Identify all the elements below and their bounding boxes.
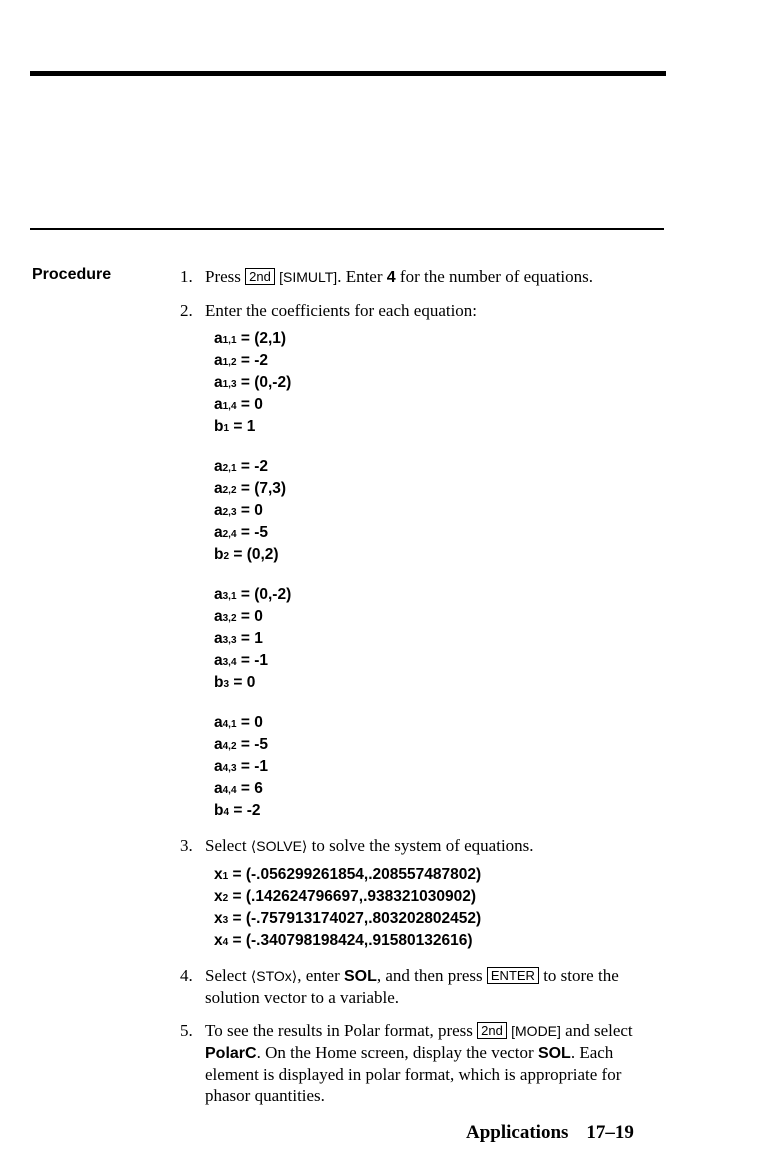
constant-line: b3 = 0 bbox=[214, 674, 256, 691]
equation-group-1 bbox=[214, 329, 660, 439]
constant-line: b4 = -2 bbox=[214, 802, 261, 819]
constant-line: b2 = (0,2) bbox=[214, 546, 279, 563]
equation-group-4 bbox=[214, 713, 660, 823]
coefficient-line: a3,4 = -1 bbox=[214, 652, 268, 669]
step-number: 2. bbox=[180, 301, 193, 320]
coefficient-line: a2,3 = 0 bbox=[214, 502, 263, 519]
bold-value: 4 bbox=[386, 269, 396, 286]
coefficient-line: a1,1 = (2,1) bbox=[214, 330, 287, 347]
solution-line: x2 = (.142624796697,.938321030902) bbox=[214, 888, 476, 905]
equation-group-2 bbox=[214, 457, 660, 567]
step-number: 3. bbox=[180, 836, 193, 855]
step-1: 1. Press 2nd [SIMULT]. Enter 4 for the number of equations. bbox=[180, 267, 594, 286]
header-rule-thick bbox=[30, 71, 666, 76]
bold-value: SOL bbox=[343, 968, 377, 985]
page-footer bbox=[466, 1122, 634, 1144]
menu-stox: ⟨STOx⟩ bbox=[250, 968, 298, 984]
key-2nd: 2nd bbox=[477, 1022, 507, 1039]
coefficient-line: a4,2 = -5 bbox=[214, 736, 268, 753]
coefficient-line: a3,1 = (0,-2) bbox=[214, 586, 292, 603]
coefficient-line: a1,3 = (0,-2) bbox=[214, 374, 292, 391]
solution-list bbox=[205, 865, 660, 953]
coefficient-line: a2,1 = -2 bbox=[214, 458, 268, 475]
solution-line: x3 = (-.757913174027,.803202802452) bbox=[214, 910, 482, 927]
section-heading: Procedure bbox=[32, 266, 112, 283]
coefficient-line: a4,1 = 0 bbox=[214, 714, 263, 731]
coefficient-line: a1,2 = -2 bbox=[214, 352, 268, 369]
coefficient-line: a3,2 = 0 bbox=[214, 608, 263, 625]
key-enter: ENTER bbox=[487, 967, 539, 984]
coefficient-line: a4,3 = -1 bbox=[214, 758, 268, 775]
header-rule-thin bbox=[30, 228, 664, 230]
key-2nd: 2nd bbox=[245, 268, 275, 285]
menu-mode: [MODE] bbox=[511, 1023, 561, 1039]
coefficient-line: a3,3 = 1 bbox=[214, 630, 263, 647]
step-number: 1. bbox=[180, 267, 193, 286]
step-number: 4. bbox=[180, 966, 193, 985]
step-5: 5. To see the results in Polar format, press 2nd [MODE] and select PolarC. On the Home screen, display the vector SOL. Each element is displayed in polar format, which is appropriate for phasor quantities. bbox=[180, 1021, 633, 1105]
coefficient-line: a4,4 = 6 bbox=[214, 780, 263, 797]
bold-value: PolarC bbox=[205, 1045, 257, 1062]
step-2 bbox=[180, 300, 660, 823]
solution-line: x1 = (-.056299261854,.208557487802) bbox=[214, 866, 482, 883]
step-3: 3. Select ⟨SOLVE⟩ to solve the system of equations. x1 = (-.056299261854,.208557487802) x2 = (.142624796697,.938321030902) x3 = (-.757913174027,.803202802452) x4 = (-.340798198424,.91580132616) bbox=[180, 835, 660, 953]
solution-line: x4 = (-.340798198424,.91580132616) bbox=[214, 932, 473, 949]
step-4: 4. Select ⟨STOx⟩, enter SOL, and then press ENTER to store the solution vector to a variable. bbox=[180, 966, 619, 1007]
coefficient-line: a2,2 = (7,3) bbox=[214, 480, 287, 497]
bold-value: SOL bbox=[537, 1045, 571, 1062]
footer-section-title: Applications bbox=[466, 1122, 569, 1143]
step-text: Press bbox=[205, 267, 246, 286]
coefficient-list bbox=[205, 329, 660, 823]
step-text: Enter the coefficients for each equation: bbox=[205, 301, 478, 320]
equation-group-3 bbox=[214, 585, 660, 695]
procedure-steps bbox=[180, 266, 660, 1106]
menu-solve: ⟨SOLVE⟩ bbox=[250, 838, 308, 854]
coefficient-line: a2,4 = -5 bbox=[214, 524, 268, 541]
step-number: 5. bbox=[180, 1021, 193, 1040]
page-number: 17–19 bbox=[586, 1122, 634, 1143]
constant-line: b1 = 1 bbox=[214, 418, 256, 435]
coefficient-line: a1,4 = 0 bbox=[214, 396, 263, 413]
menu-simult: [SIMULT] bbox=[279, 269, 338, 285]
